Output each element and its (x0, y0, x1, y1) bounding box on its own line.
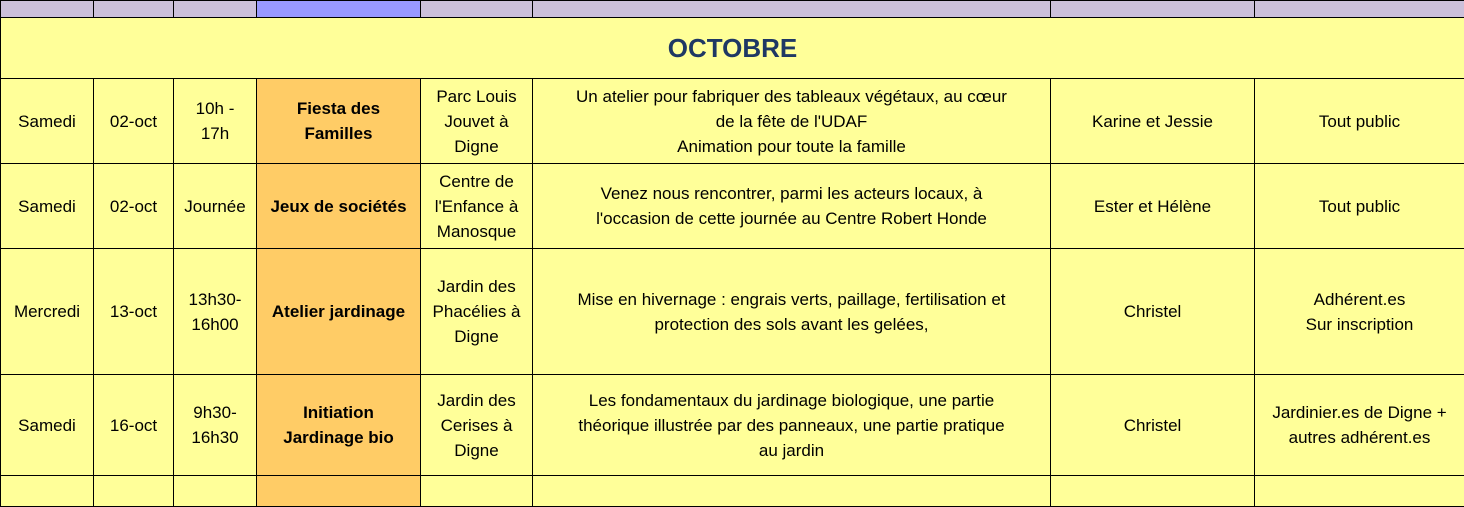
event-row (1, 249, 1464, 375)
event-time: Journée (174, 164, 257, 249)
event-place: Centre de l'Enfance à Manosque (421, 164, 533, 249)
event-title: Jeux de sociétés (257, 164, 421, 249)
empty-cell (257, 476, 421, 507)
header-cell (94, 1, 174, 18)
month-row (1, 18, 1464, 79)
event-row (1, 79, 1464, 164)
event-row (1, 375, 1464, 476)
event-date: 13-oct (94, 249, 174, 375)
empty-cell (174, 476, 257, 507)
header-cell (174, 1, 257, 18)
empty-cell (94, 476, 174, 507)
event-row-partial (1, 476, 1464, 507)
header-cell (1255, 1, 1464, 18)
header-cell (1, 1, 94, 18)
event-day: Samedi (1, 164, 94, 249)
header-cell (1051, 1, 1255, 18)
event-time: 13h30- 16h00 (174, 249, 257, 375)
empty-cell (1255, 476, 1464, 507)
event-description: Mise en hivernage : engrais verts, paillage, fertilisation et protection des sols avant les gelées, (533, 249, 1051, 375)
header-cell (533, 1, 1051, 18)
header-row-stub (1, 1, 1464, 18)
event-place: Jardin des Cerises à Digne (421, 375, 533, 476)
event-audience: Tout public (1255, 164, 1464, 249)
empty-cell (1, 476, 94, 507)
event-row (1, 164, 1464, 249)
event-hosts: Karine et Jessie (1051, 79, 1255, 164)
event-hosts: Christel (1051, 249, 1255, 375)
empty-cell (533, 476, 1051, 507)
event-time: 9h30- 16h30 (174, 375, 257, 476)
event-date: 02-oct (94, 164, 174, 249)
header-cell (257, 1, 421, 18)
event-day: Samedi (1, 375, 94, 476)
event-hosts: Christel (1051, 375, 1255, 476)
event-description: Venez nous rencontrer, parmi les acteurs locaux, à l'occasion de cette journée au Centre Robert Honde (533, 164, 1051, 249)
empty-cell (421, 476, 533, 507)
event-title: Fiesta des Familles (257, 79, 421, 164)
event-audience: Jardinier.es de Digne + autres adhérent.es (1255, 375, 1464, 476)
event-place: Jardin des Phacélies à Digne (421, 249, 533, 375)
empty-cell (1051, 476, 1255, 507)
event-day: Samedi (1, 79, 94, 164)
event-title: Atelier jardinage (257, 249, 421, 375)
event-audience: Tout public (1255, 79, 1464, 164)
event-day: Mercredi (1, 249, 94, 375)
event-time: 10h - 17h (174, 79, 257, 164)
event-description: Un atelier pour fabriquer des tableaux végétaux, au cœur de la fête de l'UDAF Animation pour toute la famille (533, 79, 1051, 164)
event-hosts: Ester et Hélène (1051, 164, 1255, 249)
month-title: OCTOBRE (1, 18, 1464, 79)
event-place: Parc Louis Jouvet à Digne (421, 79, 533, 164)
event-date: 16-oct (94, 375, 174, 476)
event-title: Initiation Jardinage bio (257, 375, 421, 476)
header-cell (421, 1, 533, 18)
event-description: Les fondamentaux du jardinage biologique, une partie théorique illustrée par des panneaux, une partie pratique au jardin (533, 375, 1051, 476)
event-audience: Adhérent.es Sur inscription (1255, 249, 1464, 375)
event-date: 02-oct (94, 79, 174, 164)
